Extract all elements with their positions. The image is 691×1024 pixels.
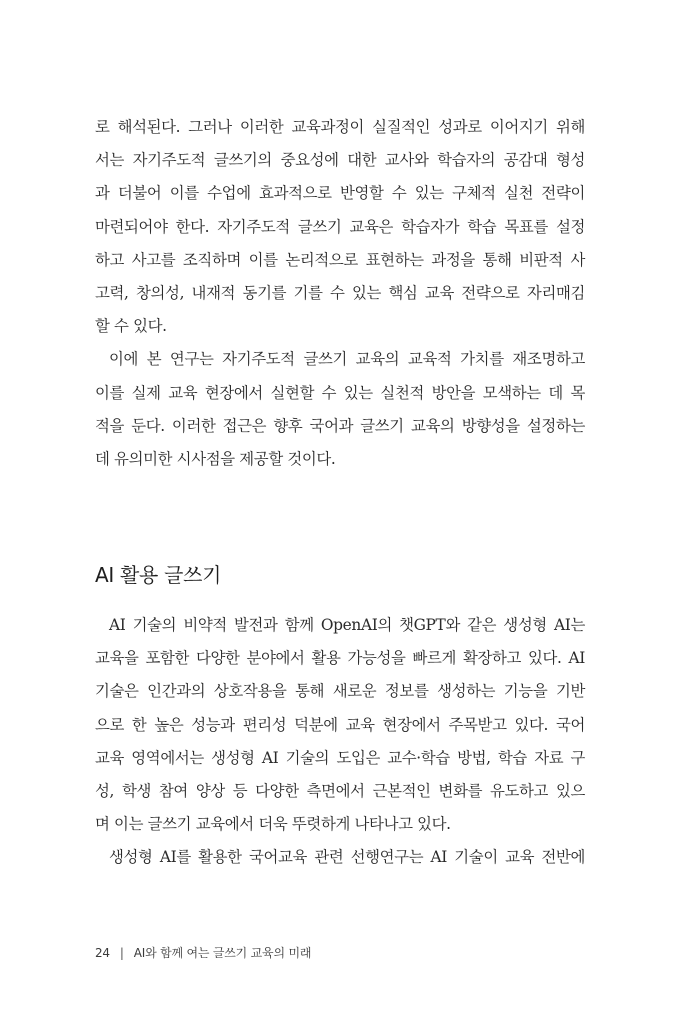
text-line: 과 더불어 이를 수업에 효과적으로 반영할 수 있는 구체적 실천 전략이 [95, 184, 585, 203]
body-text-upper [95, 111, 585, 476]
paragraph-continued [95, 111, 585, 343]
page-number: 24 [95, 946, 110, 960]
text-line: 이를 실제 교육 현장에서 실현할 수 있는 실천적 방안을 모색하는 데 목 [95, 383, 585, 402]
text-line: 데 유의미한 시사점을 제공할 것이다. [95, 449, 336, 468]
text-line: 마련되어야 한다. 자기주도적 글쓰기 교육은 학습자가 학습 목표를 설정 [95, 217, 585, 236]
text-line: 서는 자기주도적 글쓰기의 중요성에 대한 교사와 학습자의 공감대 형성 [95, 151, 585, 170]
body-text-lower [95, 609, 585, 875]
text-line: 교육 영역에서는 생성형 AI 기술의 도입은 교수·학습 방법, 학습 자료 구 [95, 748, 585, 767]
text-line: 성, 학생 참여 양상 등 다양한 측면에서 근본적인 변화를 유도하고 있으 [95, 781, 585, 800]
text-line: AI 기술의 비약적 발전과 함께 OpenAI의 챗GPT와 같은 생성형 AI는 [109, 616, 585, 634]
text-line: 으로 한 높은 성능과 편리성 덕분에 교육 현장에서 주목받고 있다. 국어 [95, 715, 585, 734]
section-heading: AI 활용 글쓰기 [95, 563, 222, 587]
text-line: 고력, 창의성, 내재적 동기를 기를 수 있는 핵심 교육 전략으로 자리매김 [95, 283, 585, 302]
text-line: 교육을 포함한 다양한 분야에서 활용 가능성을 빠르게 확장하고 있다. AI [95, 649, 585, 668]
text-line: 생성형 AI를 활용한 국어교육 관련 선행연구는 AI 기술이 교육 전반에 [109, 848, 585, 867]
text-line: 기술은 인간과의 상호작용을 통해 새로운 정보를 생성하는 기능을 기반 [95, 682, 585, 701]
running-title: AI와 함께 여는 글쓰기 교육의 미래 [133, 946, 312, 960]
text-line: 하고 사고를 조직하며 이를 논리적으로 표현하는 과정을 통해 비판적 사 [95, 250, 585, 269]
paragraph [95, 343, 585, 476]
text-line: 며 이는 글쓰기 교육에서 더욱 뚜렷하게 나타나고 있다. [95, 815, 451, 834]
paragraph [95, 841, 585, 874]
page-footer [95, 944, 311, 962]
text-line: 로 해석된다. 그러나 이러한 교육과정이 실질적인 성과로 이어지기 위해 [95, 118, 585, 136]
text-line: 적을 둔다. 이러한 접근은 향후 국어과 글쓰기 교육의 방향성을 설정하는 [95, 416, 585, 435]
paragraph [95, 609, 585, 841]
text-line: 할 수 있다. [95, 317, 167, 336]
footer-separator: | [119, 946, 124, 960]
text-line: 이에 본 연구는 자기주도적 글쓰기 교육의 교육적 가치를 재조명하고 [109, 350, 585, 369]
